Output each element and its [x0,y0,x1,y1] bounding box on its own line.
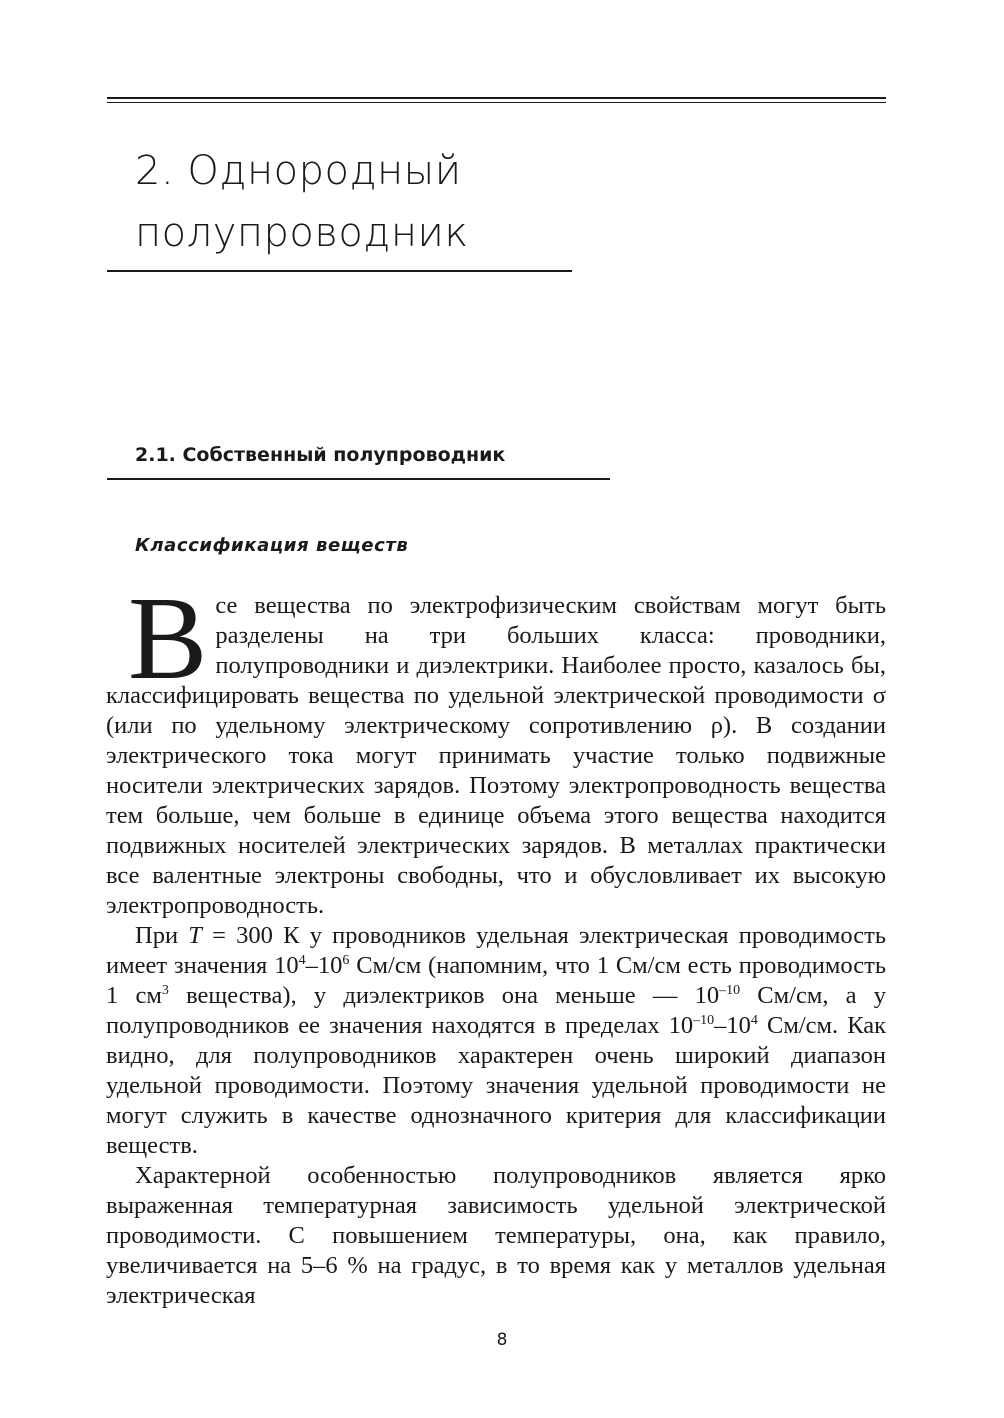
chapter-title-underline [107,270,572,272]
subsection-title: Классификация веществ [135,535,409,556]
exponent: 4 [750,1013,758,1028]
chapter-title-line-1: 2. Однородный [135,148,462,194]
exponent: –10 [719,983,741,998]
chapter-title [135,140,735,264]
paragraph-2-text: При [135,922,189,949]
exponent: –10 [693,1013,715,1028]
temperature-symbol: T [188,922,202,949]
paragraph-2-text: –10 [305,952,343,979]
body-text [106,572,887,1311]
section-title-underline [107,478,610,480]
page-number: 8 [496,1330,508,1350]
top-rule-thick [107,97,886,99]
paragraph-3: Характерной особенностью полупроводников является ярко выраженная температурная зависимость удельной электрической проводимости. С повышением температуры, она, как правило, увеличивается на 5–6 % на градус, в то время как у металлов удельная электрическая [106,1162,886,1309]
paragraph-1-text: се вещества по электрофизическим свойствам могут быть разделены на три больших класса: проводники, полупроводники и диэлектрики. Наиболее просто, казалось бы, классифицировать вещества по удельной электрической проводимости σ (или по удельному электрическому сопротивлению ρ). В создании электрического тока могут принимать участие только подвижные носители электрических зарядов. Поэтому электропроводность вещества тем больше, чем больше в единице объема этого вещества находится подвижных носителей электрических зарядов. В металлах практически все валентные электроны свободны, что и обусловливает их высокую электропроводность. [106,592,886,919]
paragraph-2 [106,921,886,1161]
section-title: 2.1. Собственный полупроводник [135,444,506,466]
top-rule-thin [107,102,886,103]
paragraph-2-text: См/см (напомним, что 1 См/см есть проводимость 1 см [106,952,886,1009]
paragraph-1 [106,572,886,921]
paragraph-2-text: вещества), у диэлектриков она меньше — 10 [168,982,720,1009]
paragraph-2-text: См/см, а у полупроводников ее значения находятся в пределах 10 [106,982,887,1039]
exponent: 6 [342,953,350,968]
paragraph-2-text: = 300 К у проводников удельная электрическая проводимость имеет значения 10 [106,922,886,979]
paragraph-2-text: –10 [714,1012,751,1039]
exponent: 3 [161,983,169,998]
paragraph-2-text: См/см. Как видно, для полупроводников характерен очень широкий диапазон удельной проводимости. Поэтому значения удельной проводимости не могут служить в качестве однозначного критерия для классификации веществ. [106,1012,886,1159]
chapter-title-line-2: полупроводник [135,210,469,256]
exponent: 4 [298,953,306,968]
drop-cap: В [128,572,208,704]
